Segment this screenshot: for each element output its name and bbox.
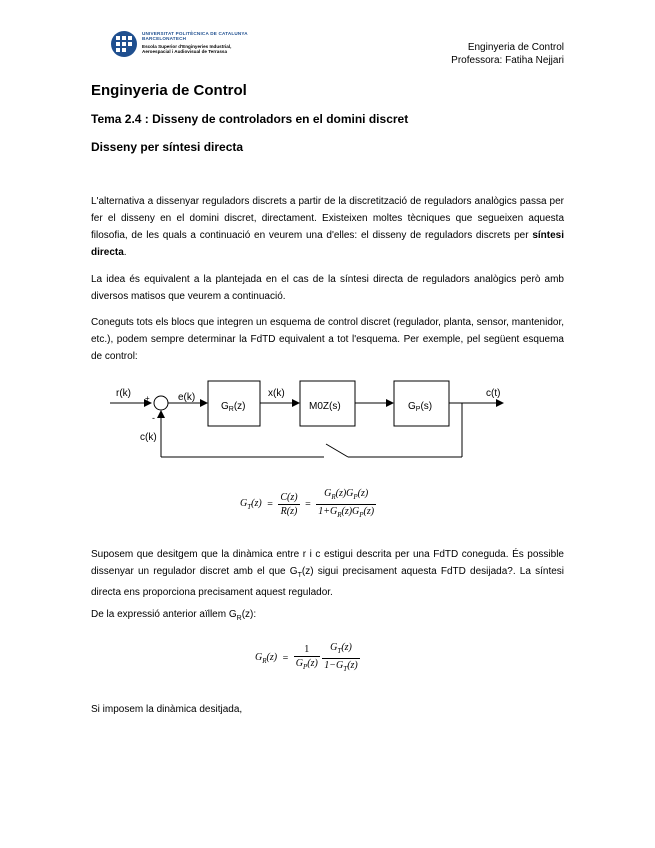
section-heading: Disseny per síntesi directa — [91, 140, 244, 154]
logo-university-name: UNIVERSITAT POLITÈCNICA DE CATALUNYA BARCELONATECH — [142, 31, 248, 42]
paragraph-suposem: Suposem que desitgem que la dinàmica entre r i c estigui descrita per una FdTD coneguda. És possible dissenyar un regulador discret amb el que $G_T(z)$ sigui precisament aquesta FdTD desijada?. La síntesi directa ens proporciona precisament aquest regulador. — [91, 549, 564, 598]
paragraph-blocks: Coneguts tots els blocs que integren un esquema de control discret (regulador, planta, sensor, mantenidor, etc.), podem sempre determinar la FdTD equivalent a tot l'esquema. Per exemple, pel següent esquema de control: — [91, 317, 564, 362]
block-plant-label: $G_P(s)$ — [408, 401, 433, 413]
block-regulator-label: $G_R(z)$ — [221, 401, 246, 413]
upc-logo — [111, 31, 261, 61]
formula-regulator: $G_R(z)$ = $\frac{1}{G_P(z)}$ $\frac{G_T(z)}{1-G_T(z)}$ — [255, 642, 358, 673]
control-block-diagram — [108, 378, 508, 468]
logo-school-name: Escola Superior d'Enginyeries Industrial, Aeroespacial i Audiovisual de Terrassa — [142, 44, 232, 55]
topic-heading: Tema 2.4 : Disseny de controladors en el domini discret — [91, 112, 409, 126]
summing-junction — [154, 396, 168, 410]
sampler-switch — [326, 444, 348, 457]
label-feedback: c(k) — [140, 432, 157, 443]
block-hold-label: M0Z(s) — [309, 401, 341, 412]
upc-logo-badge — [111, 31, 137, 57]
page-header — [451, 41, 564, 67]
label-plus: + — [145, 394, 150, 403]
label-output: c(t) — [486, 388, 501, 399]
header-course: Enginyeria de Control — [467, 42, 564, 53]
header-teacher: Professora: Fatiha Nejjari — [451, 55, 564, 66]
document-title: Enginyeria de Control — [91, 82, 247, 99]
paragraph-idea: La idea és equivalent a la plantejada en el cas de la síntesi directa de reguladors analògics però amb diversos matisos que veurem a continuació. — [91, 274, 564, 302]
label-error: e(k) — [178, 392, 196, 403]
label-minus: - — [152, 413, 155, 423]
paragraph-intro: L'alternativa a dissenyar reguladors discrets a partir de la discretització de reguladors analògics passa per fer el disseny en el domini discret, directament. Existeixen moltes tècniques que segueixen aquesta filosofia, de les quals a continuació en veurem una d'elles: el disseny de reguladors discrets per síntesi directa. — [91, 196, 564, 258]
label-input: r(k) — [116, 388, 131, 399]
paragraph-expression: De la expressió anterior aïllem $G_R(z)$: — [91, 609, 257, 622]
formula-transfer-function: $G_T(z)$ = $\frac{C(z)}{R(z)}$ = $\frac{G_R(z)G_P(z)}{1+G_R(z)G_P(z)}$ — [240, 488, 375, 519]
paragraph-impose: Si imposem la dinàmica desitjada, — [91, 704, 243, 715]
label-x: x(k) — [268, 388, 285, 399]
